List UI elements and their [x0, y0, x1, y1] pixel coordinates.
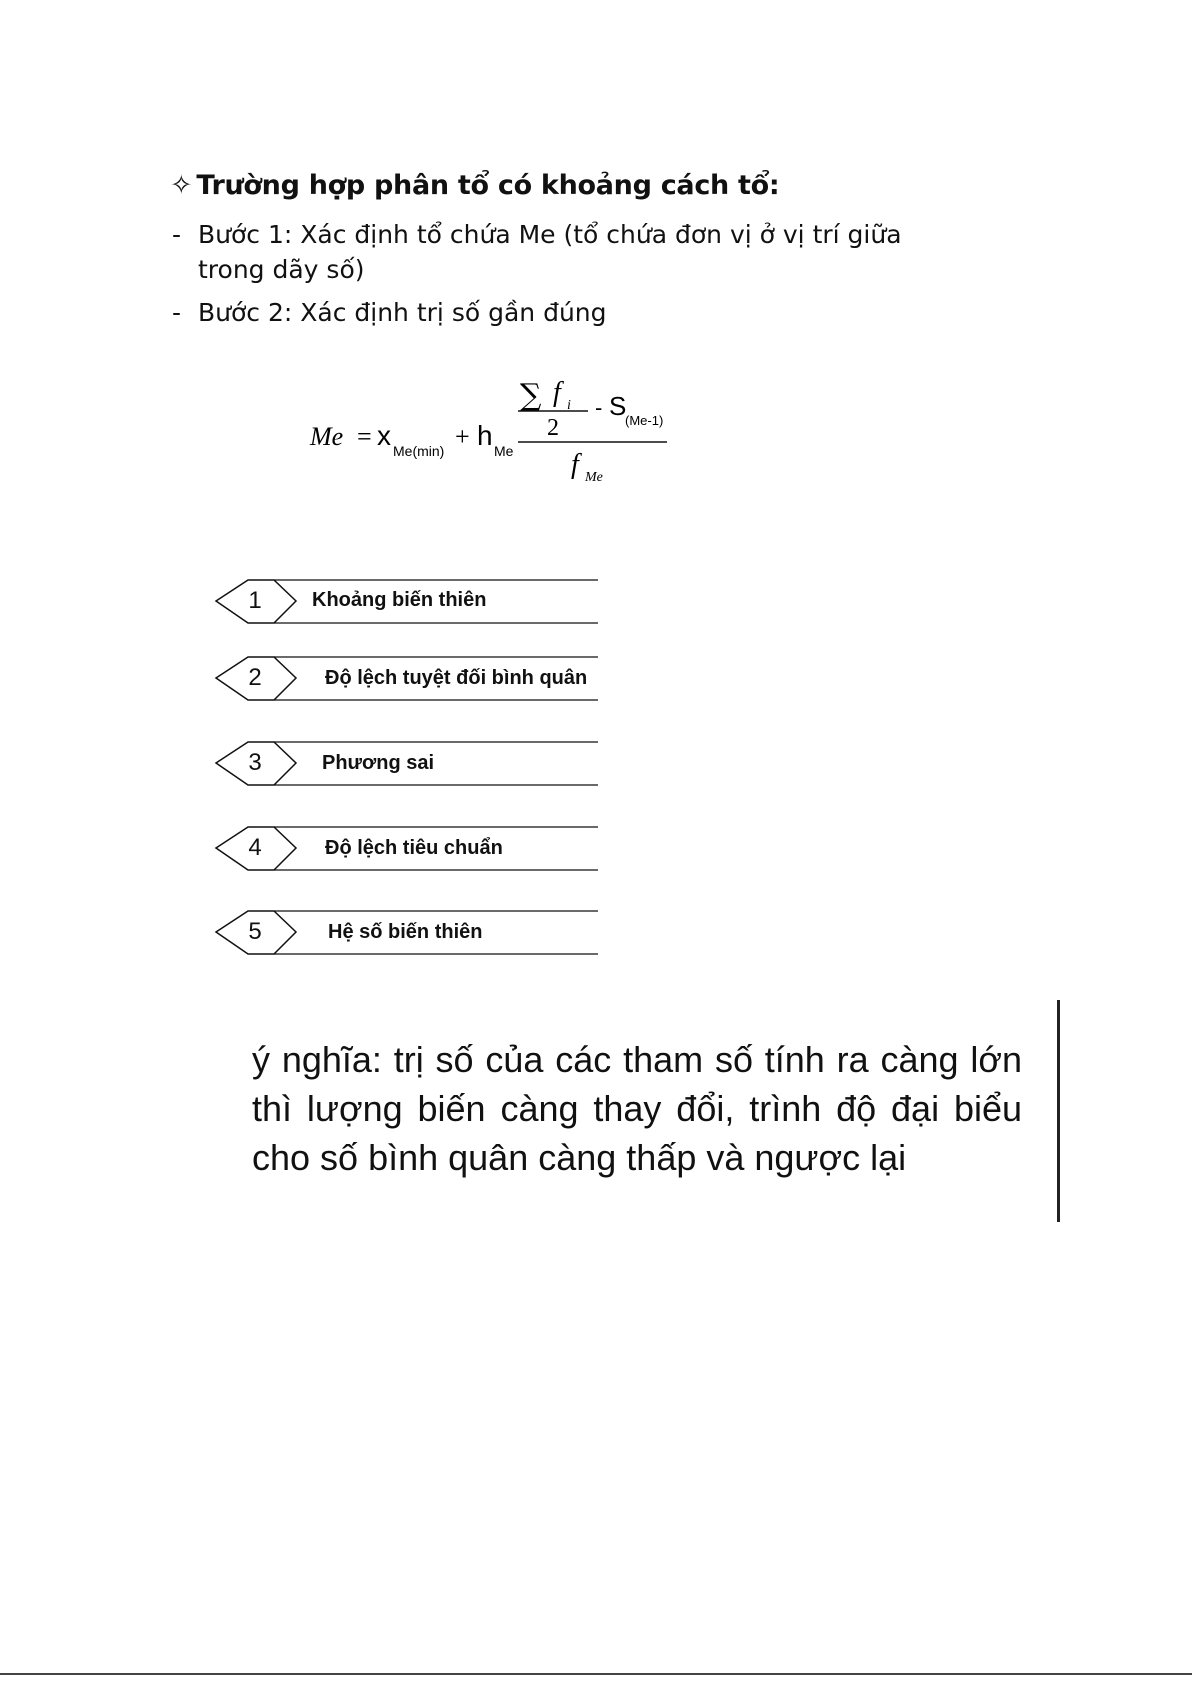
formula-s-sub: (Me-1) [625, 413, 664, 428]
formula-den-sub: Me [585, 470, 603, 485]
measure-label: Khoảng biến thiên [312, 589, 487, 611]
meaning-text: ý nghĩa: trị số của các tham số tính ra càng lớn thì lượng biến càng thay đổi, trình độ đại biểu cho số bình quân càng thấp và ngược lại [252, 1039, 1022, 1178]
meaning-paragraph [252, 1035, 1022, 1182]
section-heading [170, 170, 779, 201]
measure-item [210, 812, 610, 882]
measure-item [210, 565, 610, 635]
step-text: Bước 2: Xác định trị số gần đúng [198, 298, 607, 327]
step-text: Bước 1: Xác định tổ chứa Me (tổ chứa đơn vị ở vị trí giữa trong dãy số) [198, 220, 902, 284]
formula-two: 2 [547, 415, 559, 441]
measure-label: Độ lệch tuyệt đối bình quân [325, 667, 588, 689]
formula-minus: - [595, 395, 603, 420]
measure-number: 4 [248, 834, 262, 861]
formula-equals: = [357, 422, 372, 451]
measure-number: 1 [248, 587, 262, 614]
page-bottom-rule [0, 1673, 1192, 1675]
formula-f: f [553, 377, 561, 408]
star-icon: ✧ [170, 170, 193, 201]
measure-item [210, 896, 610, 966]
measure-item [210, 727, 610, 797]
bullet-dash: - [172, 220, 182, 249]
measure-number: 2 [248, 664, 262, 691]
step-item [172, 217, 912, 287]
measure-label: Hệ số biến thiên [328, 921, 483, 943]
margin-rule [1057, 1000, 1060, 1222]
measure-label: Độ lệch tiêu chuẩn [325, 837, 503, 859]
formula-x-sub: Me(min) [393, 443, 445, 459]
step-item [172, 295, 912, 330]
heading-text: Trường hợp phân tổ có khoảng cách tổ: [196, 170, 780, 201]
formula-x: x [377, 420, 391, 451]
formula-plus: + [455, 422, 470, 451]
formula-den-f: f [571, 449, 579, 480]
formula-s: S [609, 391, 627, 421]
bullet-dash: - [172, 298, 182, 327]
measure-item [210, 642, 610, 712]
formula-lhs: Me [310, 422, 344, 451]
median-formula [305, 365, 685, 485]
formula-f-sub: i [567, 398, 571, 413]
formula-h: h [477, 420, 493, 451]
measure-number: 5 [248, 918, 262, 945]
formula-sigma: ∑ [520, 378, 542, 413]
formula-h-sub: Me [494, 443, 514, 459]
measure-label: Phương sai [322, 752, 435, 774]
measure-number: 3 [248, 749, 262, 776]
